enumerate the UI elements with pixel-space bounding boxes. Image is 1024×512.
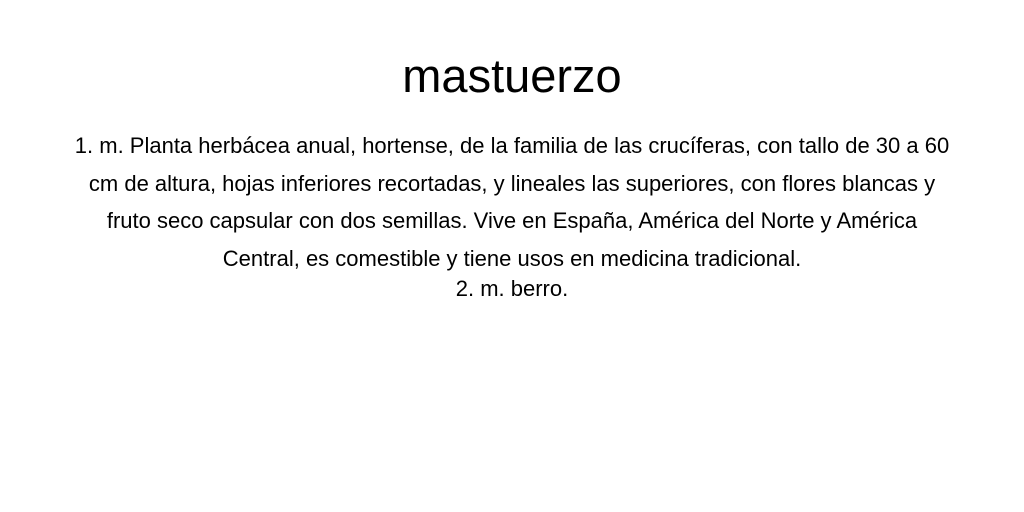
entry-headword: mastuerzo [402,49,622,102]
definition-item: 2. m. berro. [455,276,569,301]
definition-list [70,127,954,304]
definition-item: 1. m. Planta herbácea anual, hortense, de la familia de las crucíferas, con tallo de 30 a 60 cm de altura, hojas inferiores recortadas, y lineales las superiores, con flores blancas y fruto seco capsular con dos semillas. Vive en España, América del Norte y América Central, es comestible y tiene usos en medicina tradicional. [74,133,950,271]
